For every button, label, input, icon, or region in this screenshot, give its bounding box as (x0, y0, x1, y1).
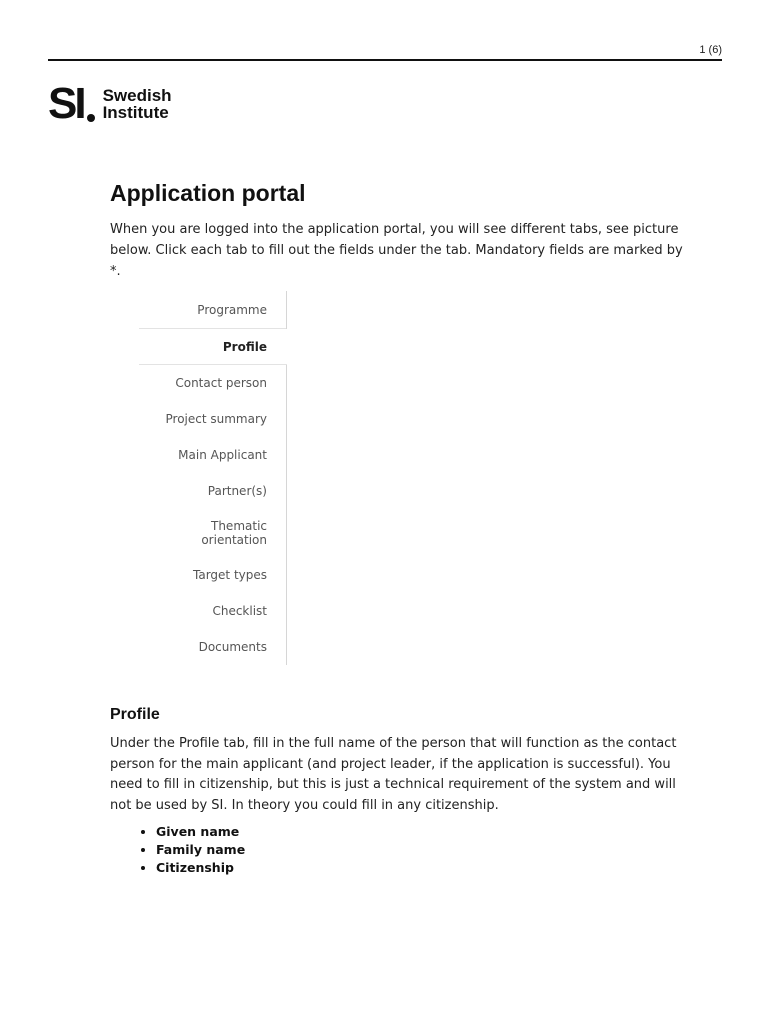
profile-field-list (110, 823, 245, 877)
tab-thematic-orientation[interactable] (139, 509, 286, 557)
tab-label (201, 519, 267, 547)
tab-label: Project summary (165, 412, 267, 426)
intro-paragraph: When you are logged into the application portal, you will see different tabs, see picture below. Click each tab to fill out the fields under the tab. Mandatory fields are marked by *. (110, 222, 683, 279)
list-item: • Citizenship (156, 859, 245, 877)
swedish-institute-logo (48, 79, 172, 128)
tab-label: Main Applicant (178, 448, 267, 462)
tab-label: Contact person (175, 376, 267, 390)
tab-label-line-2: orientation (201, 533, 267, 547)
profile-heading: Profile (110, 706, 160, 723)
tab-label: Partner(s) (207, 484, 267, 498)
logo-line-2: Institute (102, 103, 169, 122)
logo-line-1: Swedish (102, 86, 172, 105)
page-number: 1 (6) (699, 44, 722, 56)
tab-label: Target types (193, 568, 267, 582)
tab-main-applicant[interactable] (139, 437, 286, 473)
tab-label: Profile (222, 339, 267, 354)
logo-dot (87, 114, 95, 122)
tab-label: Programme (197, 302, 267, 317)
tab-target-types[interactable] (139, 557, 286, 593)
tab-label-line-1: Thematic (211, 519, 267, 533)
page-title: Application portal (110, 180, 306, 206)
tab-partners[interactable] (139, 473, 286, 509)
logo-text (103, 87, 172, 121)
tab-navigation (139, 291, 287, 665)
tab-documents[interactable] (139, 629, 286, 665)
tab-contact-person[interactable] (139, 365, 286, 401)
tab-label: Documents (198, 640, 267, 654)
tab-programme[interactable] (139, 291, 286, 329)
header-rule (48, 59, 722, 61)
tab-profile[interactable] (139, 329, 287, 365)
tab-project-summary[interactable] (139, 401, 286, 437)
tab-label: Checklist (212, 604, 267, 618)
list-item: • Given name (156, 823, 245, 841)
logo-mark: SI (48, 79, 84, 128)
list-item: • Family name (156, 841, 245, 859)
profile-paragraph: Under the Profile tab, fill in the full name of the person that will function as the contact person for the main applicant (and project leader, if the application is successful). You need to fill in citizenship, but this is just a technical requirement of the system and will not be used by SI. In theory you could fill in any citizenship. (110, 736, 677, 813)
tab-checklist[interactable] (139, 593, 286, 629)
